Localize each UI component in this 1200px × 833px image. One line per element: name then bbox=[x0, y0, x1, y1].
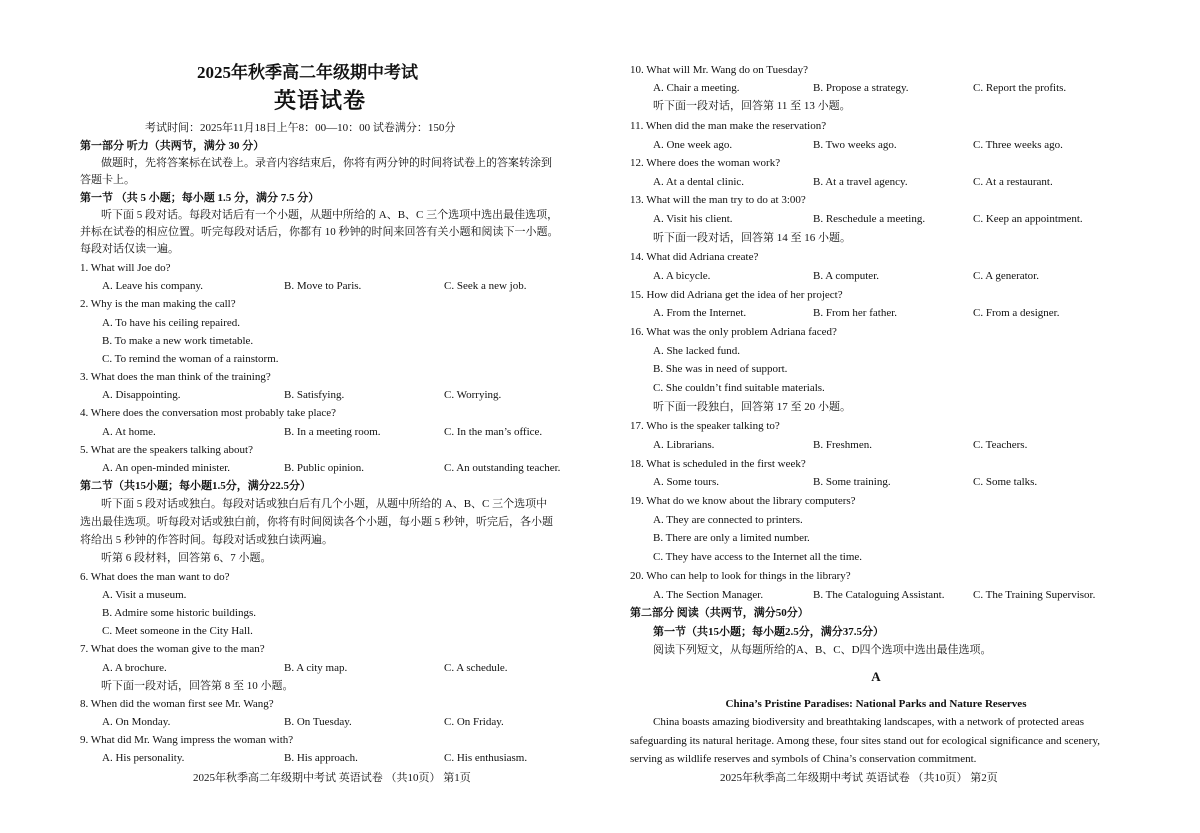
option-a: A. To have his ceiling repaired. bbox=[102, 317, 241, 329]
question-12: 12. Where does the woman work? bbox=[630, 157, 781, 169]
option-c: C. In the man’s office. bbox=[444, 426, 543, 438]
listening-note: 听下面一段对话，回答第 14 至 16 小题。 bbox=[653, 232, 851, 244]
exam-info: 考试时间：2025年11月18日上午8：00—10：00 试卷满分：150分 bbox=[145, 122, 456, 134]
option-a: A. His personality. bbox=[102, 752, 185, 764]
options-row-10 bbox=[600, 81, 1200, 95]
option-c: C. At a restaurant. bbox=[973, 176, 1053, 188]
options-row-12 bbox=[600, 175, 1200, 189]
option-c: C. Some talks. bbox=[973, 476, 1038, 488]
option-a: A. She lacked fund. bbox=[653, 345, 741, 357]
option-c: C. Three weeks ago. bbox=[973, 139, 1063, 151]
section1-instruction: 听下面 5 段对话。每段对话后有一个小题，从题中所给的 A、B、C 三个选项中选出最佳选项， bbox=[101, 209, 559, 221]
option-a: A. Some tours. bbox=[653, 476, 719, 488]
option-a: A. One week ago. bbox=[653, 139, 733, 151]
question-6: 6. What does the man want to do? bbox=[80, 571, 230, 583]
part2-instruction: 阅读下列短文，从每题所给的A、B、C、D四个选项中选出最佳选项。 bbox=[653, 644, 992, 656]
options-row-13 bbox=[600, 212, 1200, 226]
option-c: C. On Friday. bbox=[444, 716, 504, 728]
option-a: A. The Section Manager. bbox=[653, 589, 764, 601]
option-b: B. The Cataloguing Assistant. bbox=[813, 589, 945, 601]
option-a: A. A bicycle. bbox=[653, 270, 711, 282]
question-17: 17. Who is the speaker talking to? bbox=[630, 420, 780, 432]
question-4: 4. Where does the conversation most probably take place? bbox=[80, 407, 337, 419]
option-b: B. Move to Paris. bbox=[284, 280, 362, 292]
question-8: 8. When did the woman first see Mr. Wang? bbox=[80, 698, 274, 710]
option-b: B. There are only a limited number. bbox=[653, 532, 810, 544]
options-row-3 bbox=[0, 388, 600, 402]
option-a: A. An open-minded minister. bbox=[102, 462, 231, 474]
listening-note: 听下面一段对话，回答第 11 至 13 小题。 bbox=[653, 100, 851, 112]
section2-instruction: 将给出 5 秒钟的作答时间。每段对话或独白读两遍。 bbox=[80, 534, 333, 546]
option-c: C. Meet someone in the City Hall. bbox=[102, 625, 253, 637]
question-7: 7. What does the woman give to the man? bbox=[80, 643, 265, 655]
exam-title: 2025年秋季高二年级期中考试 bbox=[197, 63, 418, 82]
part2-heading: 第二部分 阅读（共两节，满分50分） bbox=[630, 607, 809, 619]
question-18: 18. What is scheduled in the first week? bbox=[630, 458, 806, 470]
option-b: B. Satisfying. bbox=[284, 389, 345, 401]
option-a: A. At a dental clinic. bbox=[653, 176, 745, 188]
question-5: 5. What are the speakers talking about? bbox=[80, 444, 253, 456]
question-15: 15. How did Adriana get the idea of her project? bbox=[630, 289, 843, 301]
option-a: A. Visit his client. bbox=[653, 213, 733, 225]
option-c: C. To remind the woman of a rainstorm. bbox=[102, 353, 279, 365]
option-b: B. She was in need of support. bbox=[653, 363, 788, 375]
part1-instruction: 做题时，先将答案标在试卷上。录音内容结束后，你将有两分钟的时间将试卷上的答案转涂到 bbox=[101, 157, 552, 169]
section2-heading: 第二节（共15小题；每小题1.5分，满分22.5分） bbox=[80, 480, 311, 492]
options-row-17 bbox=[600, 438, 1200, 452]
option-a: A. Leave his company. bbox=[102, 280, 204, 292]
options-row-20 bbox=[600, 588, 1200, 602]
option-b: B. To make a new work timetable. bbox=[102, 335, 254, 347]
option-b: B. Public opinion. bbox=[284, 462, 365, 474]
question-10: 10. What will Mr. Wang do on Tuesday? bbox=[630, 64, 809, 76]
passage-paragraph: serving as wildlife reserves and symbols of China’s conservation commitment. bbox=[630, 753, 977, 765]
section2-instruction: 听下面 5 段对话或独白。每段对话或独白后有几个小题，从题中所给的 A、B、C 三个选项中 bbox=[101, 498, 548, 510]
options-row-7 bbox=[0, 661, 600, 675]
option-b: B. At a travel agency. bbox=[813, 176, 908, 188]
options-row-8 bbox=[0, 715, 600, 729]
option-a: A. From the Internet. bbox=[653, 307, 747, 319]
section2-instruction: 听第 6 段材料，回答第 6、7 小题。 bbox=[101, 552, 272, 564]
option-b: B. Some training. bbox=[813, 476, 891, 488]
options-row-11 bbox=[600, 138, 1200, 152]
part2-section1-heading: 第一节（共15小题；每小题2.5分，满分37.5分） bbox=[653, 626, 884, 638]
question-16: 16. What was the only problem Adriana faced? bbox=[630, 326, 837, 338]
options-row-5 bbox=[0, 461, 600, 475]
option-a: A. Librarians. bbox=[653, 439, 715, 451]
options-row-15 bbox=[600, 306, 1200, 320]
listening-note: 听下面一段对话，回答第 8 至 10 小题。 bbox=[101, 680, 294, 692]
section2-instruction: 选出最佳选项。听每段对话或独白前，你将有时间阅读各个小题，每小题 5 秒钟，听完后，各小题 bbox=[80, 516, 553, 528]
option-b: B. Propose a strategy. bbox=[813, 82, 909, 94]
option-c: C. An outstanding teacher. bbox=[444, 462, 561, 474]
passage-paragraph: China boasts amazing biodiversity and breathtaking landscapes, with a network of protected areas bbox=[653, 716, 1085, 728]
question-20: 20. Who can help to look for things in the library? bbox=[630, 570, 851, 582]
passage-paragraph: safeguarding its natural heritage. Among these, four sites stand out for ecological significance and scenery, bbox=[630, 735, 1100, 747]
question-19: 19. What do we know about the library computers? bbox=[630, 495, 856, 507]
option-a: A. On Monday. bbox=[102, 716, 171, 728]
option-b: B. His approach. bbox=[284, 752, 358, 764]
option-c: C. His enthusiasm. bbox=[444, 752, 528, 764]
part1-heading: 第一部分 听力（共两节，满分 30 分） bbox=[80, 140, 265, 152]
question-3: 3. What does the man think of the training? bbox=[80, 371, 271, 383]
question-11: 11. When did the man make the reservation? bbox=[630, 120, 827, 132]
option-a: A. They are connected to printers. bbox=[653, 514, 803, 526]
option-c: C. They have access to the Internet all the time. bbox=[653, 551, 863, 563]
option-a: A. Visit a museum. bbox=[102, 589, 187, 601]
page-2 bbox=[600, 0, 1200, 833]
passage-title: China’s Pristine Paradises: National Parks and Nature Reserves bbox=[725, 698, 1027, 710]
option-b: B. A computer. bbox=[813, 270, 879, 282]
option-c: C. Teachers. bbox=[973, 439, 1028, 451]
question-14: 14. What did Adriana create? bbox=[630, 251, 759, 263]
option-c: C. A generator. bbox=[973, 270, 1039, 282]
section1-heading: 第一节 （共 5 小题；每小题 1.5 分，满分 7.5 分） bbox=[80, 192, 320, 204]
section1-instruction: 并标在试卷的相应位置。听完每段对话后，你都有 10 秒钟的时间来回答有关小题和阅读下一小题。 bbox=[80, 226, 559, 238]
question-1: 1. What will Joe do? bbox=[80, 262, 171, 274]
options-row-4 bbox=[0, 425, 600, 439]
question-9: 9. What did Mr. Wang impress the woman with? bbox=[80, 734, 294, 746]
option-a: A. A brochure. bbox=[102, 662, 167, 674]
listening-note: 听下面一段独白，回答第 17 至 20 小题。 bbox=[653, 401, 851, 413]
passage-letter: A bbox=[871, 669, 881, 684]
options-row-9 bbox=[0, 751, 600, 765]
option-b: B. Freshmen. bbox=[813, 439, 872, 451]
page-footer: 2025年秋季高二年级期中考试 英语试卷 （共10页） 第1页 bbox=[193, 772, 471, 784]
option-c: C. From a designer. bbox=[973, 307, 1060, 319]
option-b: B. On Tuesday. bbox=[284, 716, 352, 728]
part1-instruction-cont: 答题卡上。 bbox=[80, 174, 135, 186]
option-c: C. Report the profits. bbox=[973, 82, 1067, 94]
paper-title: 英语试卷 bbox=[274, 88, 367, 113]
options-row-14 bbox=[600, 269, 1200, 283]
section1-instruction: 每段对话仅读一遍。 bbox=[80, 243, 179, 255]
option-c: C. A schedule. bbox=[444, 662, 508, 674]
options-row-18 bbox=[600, 475, 1200, 489]
option-c: C. The Training Supervisor. bbox=[973, 589, 1096, 601]
options-row-1 bbox=[0, 279, 600, 293]
option-c: C. Keep an appointment. bbox=[973, 213, 1083, 225]
option-b: B. A city map. bbox=[284, 662, 348, 674]
page-footer: 2025年秋季高二年级期中考试 英语试卷 （共10页） 第2页 bbox=[720, 772, 998, 784]
option-b: B. In a meeting room. bbox=[284, 426, 381, 438]
question-2: 2. Why is the man making the call? bbox=[80, 298, 236, 310]
option-b: B. Reschedule a meeting. bbox=[813, 213, 926, 225]
option-c: C. Worrying. bbox=[444, 389, 502, 401]
option-c: C. She couldn’t find suitable materials. bbox=[653, 382, 825, 394]
option-a: A. Chair a meeting. bbox=[653, 82, 740, 94]
question-13: 13. What will the man try to do at 3:00? bbox=[630, 194, 806, 206]
option-b: B. From her father. bbox=[813, 307, 898, 319]
option-a: A. At home. bbox=[102, 426, 156, 438]
option-b: B. Admire some historic buildings. bbox=[102, 607, 256, 619]
option-a: A. Disappointing. bbox=[102, 389, 181, 401]
option-c: C. Seek a new job. bbox=[444, 280, 527, 292]
option-b: B. Two weeks ago. bbox=[813, 139, 897, 151]
